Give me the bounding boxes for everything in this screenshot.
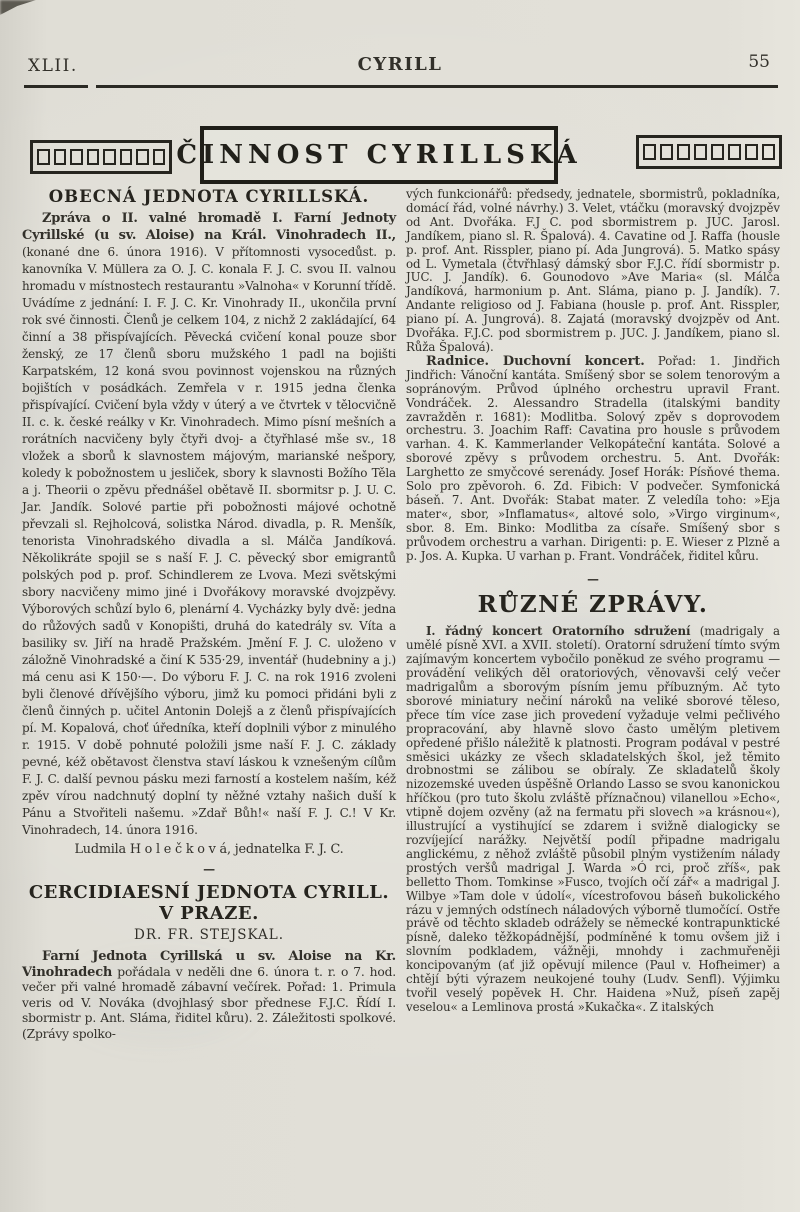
- ornament-square: [37, 149, 50, 165]
- ornament-square: [745, 144, 758, 160]
- ornament-box-right: [636, 135, 782, 169]
- ornament-square: [643, 144, 656, 160]
- ornament-square: [728, 144, 741, 160]
- journal-title: CYRILL: [357, 54, 443, 75]
- page-number: 55: [748, 52, 770, 72]
- continued-program-text: vých funkcionářů: předsedy, jednatele, sbormistrů, pokladníka, domácí řád, volné návrhy.) 3. Velet, vtáčku (moravský dvojzpěv od Ant. Dvořáka. F.J C. pod sbormistrem p. JUC. Jarosl. Jandíkem, piano sl. R. Špalová). 4. Cavatine od J. Raffa (housle p. prof. Ant. Risspler, piano pí. Ada Jungrová). 5. Matko spásy od L. Vymetala (čtvřhlasý dámský sbor F.J.C. řídí sbormistr p. JUC. J. Jandík). 6. Gounodovo »Ave Maria« (sl. Málča Jandíková, harmonium p. Ant. Sláma, piano p. J. Jandík). 7. Andante religioso od J. Fabiana (housle p. prof. Ant. Risspler, piano pí. A. Jungrová). 8. Zajatá (moravský dvojzpěv od Ant. Dvořáka. F.J.C. pod sbormistrem p. JUC. J. Jandíkem, piano sl. Růža Špalová).: [406, 187, 780, 354]
- ornament-square: [136, 149, 149, 165]
- ornament-square: [120, 149, 133, 165]
- article-body-farni-jednota: [22, 949, 396, 1042]
- article-body-obecna-jednota: [22, 210, 396, 839]
- article-body-radnice-koncert: [406, 355, 780, 564]
- header-rule-left: [24, 85, 88, 88]
- article-lead: Farní Jednota Cyrillská u sv. Aloise na Kr. Vinohradech: [22, 949, 396, 980]
- ornament-square: [54, 149, 67, 165]
- ornament-square: [87, 149, 100, 165]
- text-columns: [22, 188, 780, 1042]
- scan-corner-artifact: [0, 0, 36, 15]
- ornament-square: [694, 144, 707, 160]
- ornament-box-left: [30, 140, 172, 174]
- ornament-square: [660, 144, 673, 160]
- signature-line: Ludmila H o l e č k o v á, jednatelka F. J. C.: [74, 842, 344, 857]
- section-banner-title: ČINNOST CYRILLSKÁ: [176, 140, 582, 170]
- ornament-square: [711, 144, 724, 160]
- article-heading-cercidiaesni: [22, 882, 396, 924]
- article-heading-obecna-jednota: OBECNÁ JEDNOTA CYRILLSKÁ.: [48, 187, 370, 206]
- article-text: (madrigaly a umělé písně XVI. a XVII. století). Oratorní sdružení tímto svým zajímavým koncertem vybočilo poněkud ze svého programu — provádění velikých děl oratoriových, věnovavši celý večer madrigalům a sborovým písním jemu příbuzným. Ač tyto sborové miniatury nečiní nároků na veliké sborové těleso, přece tím více zase jich provedení vyžaduje velmi pečlivého propracování, aby hlavně slovo často umělým pletivem opředené přišlo náležitě k platnosti. Program podával v pestré směsici ukázky ze všech skladatelských škol, jež těmito drobnostmi se zálibou se obíraly. Ze skladatelů školy nizozemské uveden úspěšně Orlando Lasso se svou kanonickou hříčkou (pro tuto školu zvláště příznačnou) vilanellou »Echo«, vtipně dojem ozvěny (až na fermatu při slovech »a krásnou«), illustrující a vystihující se zdarem i svižně dialogicky se rozvíjející narážky. Největší podíl připadne madrigalu anglickému, z něhož zvláště působil plným vystižením nálady prostých veršů madrigal J. Warda »Ó rci, proč zříš«, pak belletto Thom. Tomkinse »Fusco, tvojích očí zář« a madrigal J. Wilbye »Tam dole v údolí«, vícestrofovou báseň bukolického rázu v jemných odstínech náladových výborně tlumočící. Ostře právě od těchto skladeb odrážely se německé kontrapunktické písně, daleko těžkopádnější, podmíněné k tomu ovšem již i slovním podkladem, vážněji, mnohdy i zachmuřeněji koncipovaným (ať již opěvují milence (Paul v. Hofheimer) a chtějí býti výrazem neukojené touhy (Ludv. Senfl). Výjimku tvořil veselý popěvek H. Chr. Haidena »Nuž, píseň zapěj veselou« a Lemlinova prostá »Kukačka«. Z italských: [406, 624, 780, 1014]
- header-rule-main: [96, 85, 778, 88]
- ornament-square: [153, 149, 166, 165]
- heading-line-1: CERCIDIAESNÍ JEDNOTA CYRILL.: [28, 882, 390, 903]
- section-separator: —: [587, 572, 599, 587]
- article-author: DR. FR. STEJSKAL.: [134, 927, 284, 943]
- ornament-square: [70, 149, 83, 165]
- volume-number: XLII.: [28, 56, 78, 76]
- section-separator: —: [203, 862, 215, 876]
- article-text: Pořad: 1. Jindřich Jindřich: Vánoční kantáta. Smíšený sbor se solem tenorovým a sopránovým. Průvod úplného orchestru upravil Frant. Vondráček. 2. Alessandro Stradella (italskými bandity zavražděn r. 1681): Modlitba. Solový zpěv s doprovodem orchestru. 3. Joachim Raff: Cavatina pro housle s průvodem varhan. 4. K. Kammerlander Velkopáteční kantáta. Solové a sborové zpěvy s průvodem orchestru. 5. Ant. Dvořák: Larghetto ze smyčcové serenády. Josef Horák: Písňové thema. Solo pro zpěvoroh. 6. Zd. Fibich: V podvečer. Symfonická báseň. 7. Ant. Dvořák: Stabat mater. Z veledíla toho: »Eja mater«, sbor, »Inflamatus«, altové solo, »Virgo virginum«, sbor. 8. Em. Binko: Modlitba za císaře. Smíšený sbor s průvodem orchestru a varhan. Dirigenti: p. E. Wieser z Plzně a p. Jos. A. Kupka. U varhan p. Frant. Vondráček, řiditel kůru.: [406, 353, 780, 563]
- ornament-square: [103, 149, 116, 165]
- article-lead: Zpráva o II. valné hromadě I. Farní Jednoty Cyrillské (u sv. Aloise) na Král. Vinohradech II.,: [22, 211, 396, 243]
- left-column: [22, 188, 396, 1042]
- ornament-square: [762, 144, 775, 160]
- right-column: [406, 188, 780, 1042]
- heading-line-2: V PRAZE.: [159, 903, 259, 924]
- article-body-oratorni-sdruzeni: [406, 625, 780, 1014]
- article-lead: Radnice. Duchovní koncert.: [426, 353, 645, 369]
- section-banner: [176, 126, 582, 184]
- article-lead: I. řádný koncert Oratorního sdružení: [426, 624, 691, 639]
- article-text: (konané dne 6. února 1916). V přítomnosti vysocedůst. p. kanovníka V. Müllera za O. J. C. konala F. J. C. svou II. valnou hromadu v místnostech restaurantu »Valnoha« v Korunní třídě. Uvádíme z jednání: I. F. J. C. Kr. Vinohrady II., ukončila první rok své činnosti. Členů je celkem 104, z nichž 2 zakládající, 64 činní a 38 přispívajících. Pěvecká cvičení konal pouze sbor ženský, ze 17 členů sboru mužského 1 padl na bojišti Karpatském, 12 koná svou povinnost vojenskou na různých bojištích v posádkách. Zemřela v r. 1915 jedna členka přispívající. Cvičení byla vždy v úterý a ve čtvrtek v tělocvičně II. c. k. české reálky v Kr. Vinohradech. Mimo písní mešních a rorátních nacvičeny byly čtyři dvoj- a čtyřhlasé mše sv., 18 vložek a sborů k slavnostem májovým, marianské nešpory, koledy k pobožnostem u jesliček, sbory k slavnosti Božího Těla a j. Theorii o zpěvu přednášel obětavě II. sbormitsr p. J. U. C. Jar. Jandík. Solové partie při pobožnosti májové ochotně převzali sl. Rejholcová, solistka Národ. divadla, p. R. Menšík, tenorista Vinohradského divadla a sl. Málča Jandíková. Několikráte spojil se s naší F. J. C. pěvecký sbor emigrantů polských pod p. prof. Schindlerem ze Lvova. Mezi světskými sbory nacvičeny mimo jiné i Dvořákovy moravské dvojzpěvy. Výborových schůzí bylo 6, plenární 4. Vycházky byly dvě: jedna do růžových sadů v Konopišti, druhá do katedrály sv. Víta a basiliky sv. Jiří na hradě Pražském. Jmění F. J. C. uloženo v záložně Vinohradské a činí K 535·29, inventář (hudebniny a j.) má cenu asi K 150·—. Do výboru F. J. C. na rok 1916 zvoleni byli členové dřívějšího výboru, jimž ku pomoci přidáni byli z členů činných p. učitel Antonin Dolejš a z členů přispívajících pí. M. Kopalová, choť úředníka, kteří doplnili výbor z minulého r. 1915. V době pohnuté položili jsme naší F. J. C. základy pevné, kéž obětavost členstva staví láskou k vznešeným cílům F. J. C. další pevnou pásku mezi farností a kostelem naším, kéž zpěv vírou nadchnutý doplní ty něžné vztahy našich duší k Pánu a Stvořiteli našemu. »Zdař Bůh!« naší F. J. C.! V Kr. Vinohradech, 14. února 1916.: [22, 245, 396, 837]
- article-text: pořádala v neděli dne 6. února t. r. o 7. hod. večer při valné hromadě zábavní večírek. Pořad: 1. Primula veris od V. Nováka (dvojhlasý sbor přednese F.J.C. Řídí I. sbormistr p. Ant. Sláma, řiditel kůru). 2. Záležitosti spolkové. (Zprávy spolko-: [22, 964, 396, 1041]
- section-heading-ruzne-zpravy: RŮZNÉ ZPRÁVY.: [477, 591, 709, 619]
- ornament-square: [677, 144, 690, 160]
